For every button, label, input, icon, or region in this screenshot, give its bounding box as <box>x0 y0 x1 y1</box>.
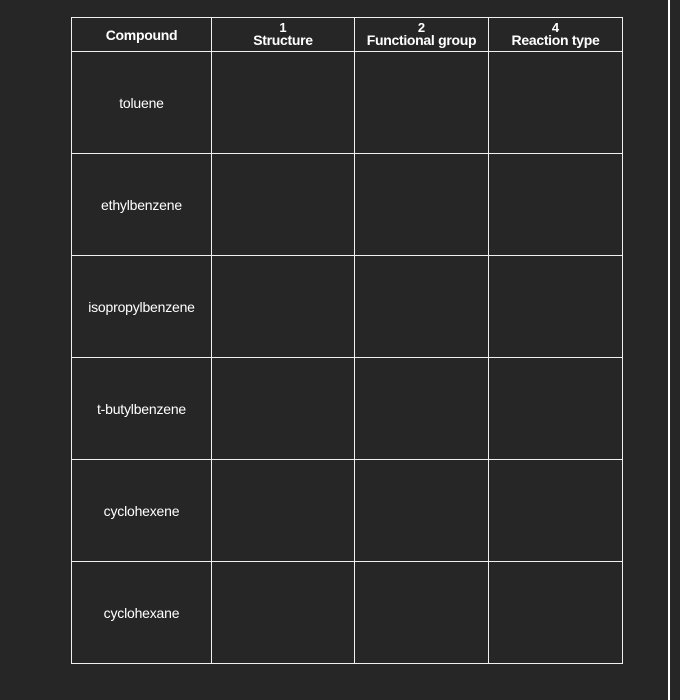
header-row <box>72 18 623 52</box>
compound-cell <box>72 154 212 256</box>
reaction-type-cell[interactable] <box>489 154 623 256</box>
structure-cell[interactable] <box>212 358 355 460</box>
header-functional-group <box>355 18 489 52</box>
compound-cell <box>72 256 212 358</box>
reaction-type-cell[interactable] <box>489 562 623 664</box>
table-row <box>72 460 623 562</box>
header-reaction-type <box>489 18 623 52</box>
table-row <box>72 154 623 256</box>
table-row <box>72 256 623 358</box>
compound-name: t-butylbenzene <box>96 400 187 417</box>
header-structure-label: Structure <box>253 32 313 48</box>
compound-cell <box>72 52 212 154</box>
functional-group-cell[interactable] <box>355 460 489 562</box>
header-functional-group-number: 2 <box>417 20 426 35</box>
functional-group-cell[interactable] <box>355 154 489 256</box>
table-row <box>72 562 623 664</box>
structure-cell[interactable] <box>212 460 355 562</box>
header-compound-label: Compound <box>105 26 178 43</box>
reaction-type-cell[interactable] <box>489 460 623 562</box>
page-edge-divider <box>668 0 670 700</box>
compound-name: cyclohexane <box>103 604 180 621</box>
header-reaction-type-number: 4 <box>551 20 560 35</box>
header-structure-number: 1 <box>279 20 287 35</box>
header-reaction-type-label: Reaction type <box>511 32 600 48</box>
structure-cell[interactable] <box>212 154 355 256</box>
table-row <box>72 52 623 154</box>
compound-name: cyclohexene <box>103 502 180 519</box>
functional-group-cell[interactable] <box>355 562 489 664</box>
header-functional-group-label: Functional group <box>366 32 477 48</box>
compound-table <box>71 17 623 664</box>
compound-name: isopropylbenzene <box>88 298 195 315</box>
compound-cell <box>72 562 212 664</box>
header-structure <box>212 18 355 52</box>
table-row <box>72 358 623 460</box>
structure-cell[interactable] <box>212 562 355 664</box>
functional-group-cell[interactable] <box>355 52 489 154</box>
structure-cell[interactable] <box>212 256 355 358</box>
reaction-type-cell[interactable] <box>489 358 623 460</box>
compound-name: ethylbenzene <box>101 196 182 213</box>
functional-group-cell[interactable] <box>355 358 489 460</box>
functional-group-cell[interactable] <box>355 256 489 358</box>
reaction-type-cell[interactable] <box>489 256 623 358</box>
reaction-type-cell[interactable] <box>489 52 623 154</box>
compound-cell <box>72 358 212 460</box>
header-compound <box>72 18 212 52</box>
compound-cell <box>72 460 212 562</box>
structure-cell[interactable] <box>212 52 355 154</box>
compound-name: toluene <box>119 94 164 111</box>
